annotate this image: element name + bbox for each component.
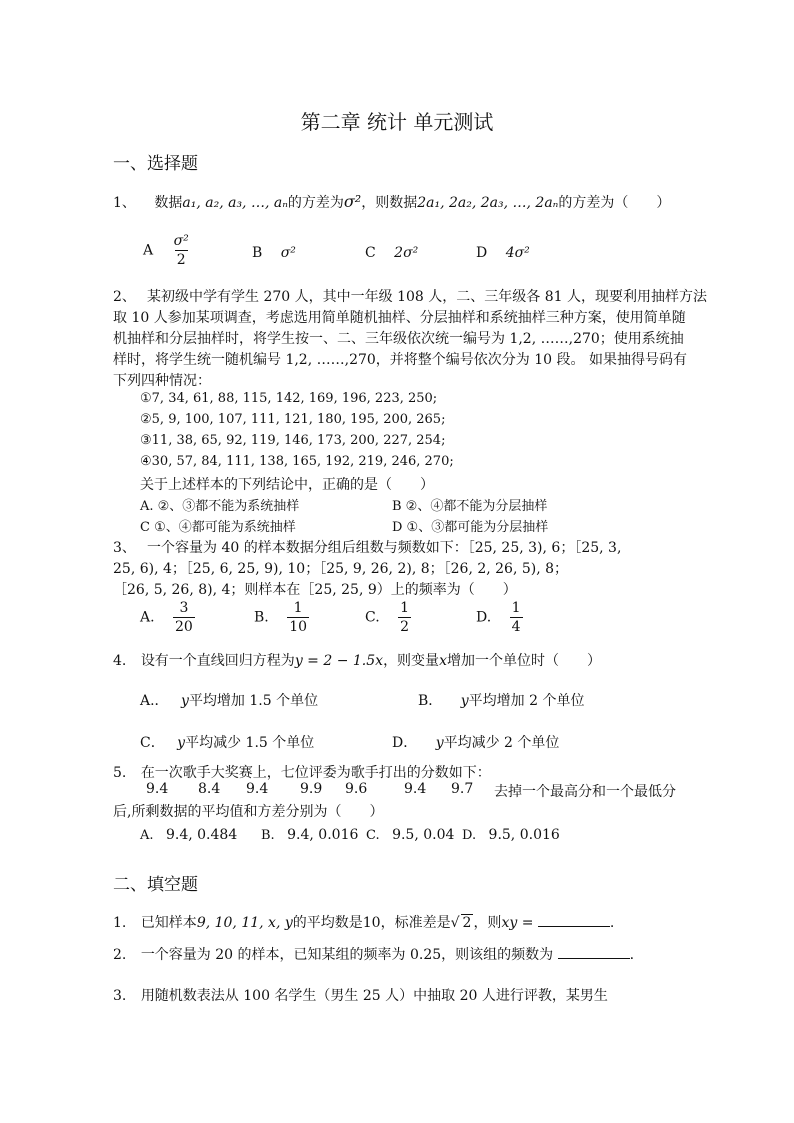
question-text: 已知样本 <box>140 915 197 931</box>
q1-option-d[interactable] <box>476 245 530 261</box>
q3-option-b[interactable] <box>254 601 309 634</box>
score: 9.4 <box>246 781 269 797</box>
option-text: 平均增加 2 个单位 <box>468 693 585 709</box>
question-5-line <box>113 762 491 782</box>
q4-option-b[interactable] <box>418 690 584 710</box>
fraction-numerator: σ² <box>173 233 189 249</box>
option-label: D. <box>476 609 492 626</box>
math-sequence: 2a₁, 2a₂, 2a₃, …, 2aₙ <box>417 195 559 211</box>
question-text: 设有一个直线回归方程为 <box>140 653 295 669</box>
q4-option-c[interactable] <box>140 732 314 752</box>
q4-option-a[interactable] <box>140 690 318 710</box>
option-label: D. <box>462 828 477 843</box>
period: . <box>609 915 615 931</box>
fraction-numerator: 1 <box>293 600 303 616</box>
option-label: A <box>143 242 154 259</box>
question-text: 在一次歌手大奖赛上，七位评委为歌手打出的分数如下： <box>140 765 491 781</box>
fraction-denominator: 10 <box>289 619 308 635</box>
option-value: 9.4, 0.016 <box>287 827 359 843</box>
question-2-line: 下列四种情况： <box>113 373 211 389</box>
question-text: 数据 <box>154 195 183 211</box>
q3-option-a[interactable] <box>140 601 195 634</box>
option-label: C <box>365 245 376 261</box>
score: 9.6 <box>345 781 368 797</box>
q1-option-c[interactable] <box>365 245 418 261</box>
score: 9.9 <box>300 781 323 797</box>
question-2-line: 取 10 人参加某项调查，考虑选用简单随机抽样、分层抽样和系统抽样三种方案，使用简单随 <box>113 310 686 326</box>
sample-case: ②5, 9, 100, 107, 111, 121, 180, 195, 200, 265; <box>140 412 446 427</box>
math-sigma-squared: σ² <box>343 192 362 211</box>
question-number: 4. <box>113 653 127 669</box>
fraction-denominator: 20 <box>175 619 193 635</box>
mean-value: 10 <box>362 915 381 931</box>
q5-option-c[interactable] <box>366 827 454 843</box>
question-3-line: ［26, 5, 26, 8), 4；则样本在［25, 25, 9）上的频率为（ ） <box>113 582 517 598</box>
score: 9.4 <box>146 781 169 797</box>
question-2-line: 某初级中学有学生 270 人，其中一年级 108 人，二、三年级各 81 人，现要利用抽样方法 <box>147 289 707 305</box>
option-value: 9.4, 0.484 <box>165 827 238 843</box>
question-number: 1、 <box>113 195 136 211</box>
question-text: ，则数据 <box>361 195 418 211</box>
fill-question-1 <box>113 912 614 932</box>
answer-blank[interactable] <box>538 926 610 927</box>
score: 9.7 <box>451 781 474 797</box>
option-value: 4σ² <box>505 245 530 261</box>
fraction-numerator: 1 <box>400 600 410 616</box>
question-number: 3. <box>113 988 127 1004</box>
option-label: B. <box>261 828 275 843</box>
answer-blank[interactable] <box>558 958 630 959</box>
option-label: C. <box>366 828 380 843</box>
question-text: ，则 <box>473 915 502 931</box>
question-number: 5. <box>113 765 127 781</box>
option-label: C. <box>365 609 380 626</box>
option-value: 2σ² <box>394 245 419 261</box>
question-2-line: 机抽样和分层抽样时，将学生按一、二、三年级依次统一编号为 1,2, ……,270；使用系统抽 <box>113 331 684 347</box>
question-1 <box>113 192 670 212</box>
question-text: 增加一个单位时（ ） <box>446 653 601 669</box>
variable-y: y <box>181 693 189 709</box>
option-label: A. <box>140 609 155 626</box>
question-2-prompt: 关于上述样本的下列结论中，正确的是（ ） <box>140 477 434 493</box>
question-3-number: 3、 <box>113 540 136 556</box>
option-value: σ² <box>280 245 296 261</box>
fill-question-2 <box>113 944 634 964</box>
option-label: D． <box>392 735 418 751</box>
q2-option-a[interactable]: A. ②、③都不能为系统抽样 <box>140 499 300 514</box>
option-label: B． <box>418 693 443 709</box>
regression-equation: y = 2 − 1.5x <box>294 653 384 669</box>
question-2-line: 样时，将学生统一随机编号 1,2, ……,270，并将整个编号依次分为 10 段。 如果抽得号码有 <box>113 352 687 368</box>
q3-option-d[interactable] <box>476 601 523 634</box>
question-4 <box>113 650 601 670</box>
option-label: D <box>476 245 488 261</box>
option-label: A. <box>140 828 154 843</box>
question-number: 1. <box>113 915 127 931</box>
question-text: 去掉一个最高分和一个最低分 <box>494 784 676 800</box>
variable-x: x <box>439 653 447 669</box>
section-heading-choice: 一、选择题 <box>113 154 198 174</box>
q1-option-b[interactable] <box>252 245 296 261</box>
score: 8.4 <box>198 781 221 797</box>
q5-option-a[interactable] <box>140 827 237 843</box>
section-heading-fill: 二、填空题 <box>113 875 198 895</box>
fill-question-3 <box>113 985 608 1005</box>
q2-option-d[interactable]: D ①、③都可能为分层抽样 <box>392 520 549 535</box>
option-label: A.． <box>140 693 169 709</box>
q2-option-b[interactable]: B ②、④都不能为分层抽样 <box>392 499 548 514</box>
period: . <box>629 947 635 963</box>
page-title: 第二章 统计 单元测试 <box>300 110 494 134</box>
sqrt-symbol: √ <box>450 915 460 931</box>
q1-option-a[interactable] <box>143 234 191 267</box>
fraction-numerator: 3 <box>179 600 189 616</box>
question-text: ，则变量 <box>383 653 440 669</box>
xy-expression: xy = <box>501 915 534 931</box>
question-2-number: 2、 <box>113 289 136 305</box>
q2-option-c[interactable]: C ①、④都可能为系统抽样 <box>140 520 296 535</box>
option-value: 9.5, 0.04 <box>392 827 455 843</box>
question-5-line: 后,所剩数据的平均值和方差分别为（ ） <box>113 804 384 820</box>
sample-case: ③11, 38, 65, 92, 119, 146, 173, 200, 227, 254; <box>140 433 446 448</box>
question-3-line: 一个容量为 40 的样本数据分组后组数与频数如下：［25, 25, 3), 6；［25, 3, <box>147 540 622 556</box>
score: 9.4 <box>404 781 427 797</box>
variable-y: y <box>177 735 186 751</box>
q3-option-c[interactable] <box>365 601 411 634</box>
question-text: 一个容量为 20 的样本，已知某组的频率为 0.25，则该组的频数为 <box>140 947 554 963</box>
q5-option-d[interactable] <box>462 827 560 843</box>
option-text: 平均增加 1.5 个单位 <box>188 693 319 709</box>
math-sequence: a₁, a₂, a₃, …, aₙ <box>182 195 288 211</box>
question-text: 的平均数是 <box>292 915 363 931</box>
fraction-numerator: 1 <box>511 600 521 616</box>
option-value: 9.5, 0.016 <box>488 827 560 843</box>
sample-case: ①7, 34, 61, 88, 115, 142, 169, 196, 223, 250; <box>140 391 438 406</box>
question-text: 的方差为 <box>287 195 344 211</box>
sample-case: ④30, 57, 84, 111, 138, 165, 192, 219, 246, 270; <box>140 454 454 469</box>
option-label: C． <box>140 735 165 751</box>
option-label: B <box>252 245 263 261</box>
q5-option-b[interactable] <box>261 827 358 843</box>
question-text: ，标准差是 <box>380 915 451 931</box>
variable-y: y <box>435 735 444 751</box>
option-label: B. <box>254 609 269 626</box>
question-number: 2. <box>113 947 127 963</box>
question-3-line: 25, 6), 4；［25, 6, 25, 9), 10；［25, 9, 26, 2), 8；［26, 2, 26, 5), 8； <box>113 561 569 577</box>
question-text: 用随机数表法从 100 名学生（男生 25 人）中抽取 20 人进行评教，某男生 <box>140 988 608 1004</box>
fraction-denominator: 2 <box>176 252 186 268</box>
q4-option-d[interactable] <box>392 732 559 752</box>
question-text: 的方差为（ ） <box>558 195 671 211</box>
fraction-denominator: 4 <box>511 619 521 635</box>
fraction-denominator: 2 <box>400 619 410 635</box>
math-sequence: 9, 10, 11, x, y <box>196 915 293 931</box>
variable-y: y <box>460 693 469 709</box>
sqrt-value: 2 <box>462 915 472 931</box>
option-text: 平均减少 1.5 个单位 <box>185 735 315 751</box>
option-text: 平均减少 2 个单位 <box>443 735 560 751</box>
